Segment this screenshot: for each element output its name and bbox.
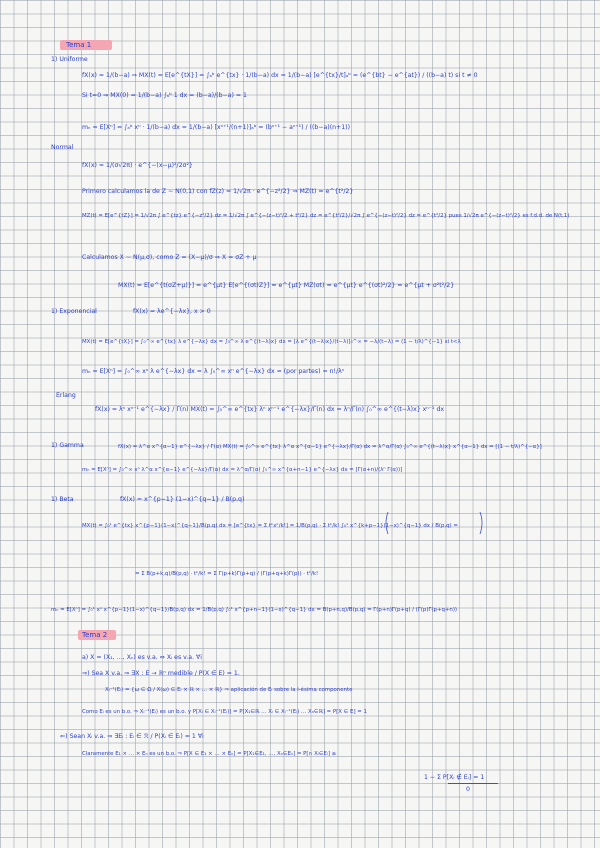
line-t2-conclusion: Como Eᵢ es un b.o. ⇒ Xᵢ⁻¹(Eᵢ) es un b.o. y P[Xᵢ ∈ Xᵢ⁻¹(Eᵢ)] = P[X₁∈ℝ … Xᵢ ∈ Xᵢ⁻¹(Eᵢ) … Xₙ∈ℝ] = P[X ∈ E] = 1 bbox=[82, 709, 367, 715]
heading-uniforme: 1) Uniforme bbox=[51, 56, 88, 63]
line-t2-tail: 0 bbox=[466, 786, 470, 793]
line-t2-preimage: Xᵢ⁻¹(Eᵢ) = {ω ∈ Ω / X(ω) ∈ Eᵢ × ℝ × … × ℝ} ⇒ aplicación de Eᵢ sobre la i-ésima componente bbox=[105, 687, 353, 693]
heading-exponencial: 1) Exponencial bbox=[51, 308, 97, 315]
line-t2-backward: ⇐) Sean Xᵢ v.a. ⇒ ∃Eᵢ : Eᵢ ∈ ℛ / P(Xᵢ ∈ Eᵢ) = 1 ∀i bbox=[60, 733, 204, 740]
line-normal-change: Calculamos X ∼ N(μ,σ), como Z = (X−μ)/σ ⇒ X = σZ + μ bbox=[82, 254, 257, 261]
line-normal-standard: Primero calculamos la de Z ∼ N(0,1) con fZ(z) = 1/√2π · e^{−z²/2} ⇒ MZ(t) = e^{t²/2} bbox=[82, 188, 354, 195]
line-normal-pdf: fX(x) = 1/(σ√2π) · e^{−(x−μ)²/2σ²} bbox=[82, 162, 193, 169]
line-normal-mx: MX(t) = E[e^{t(σZ+μ)}] = e^{μt} E[e^{(σt)Z}] = e^{μt} MZ(σt) = e^{μt} e^{(σt)²/2} = e^{μt + σ²t²/2} bbox=[118, 282, 455, 289]
line-t2-forward: ⇒) Sea X v.a. ⇒ ∃X : E → ℝⁿ medible / P(X ∈ E) = 1. bbox=[82, 670, 240, 677]
line-beta-moments: mₙ = E[Xⁿ] = ∫₀¹ xⁿ x^{p−1}(1−x)^{q−1}/B(p,q) dx = 1/B(p,q) ∫₀¹ x^{p+n−1}(1−x)^{q−1} dx = B(p+n,q)/B(p,q) = Γ(p+n)Γ(p+q) / (Γ(p)Γ(p+q+n)) bbox=[51, 607, 458, 613]
line-t2-statement: a) X = (X₁, …, Xₙ) es v.a. ⇔ Xᵢ es v.a. ∀i bbox=[82, 654, 202, 661]
line-erlang: fX(x) = λⁿ xⁿ⁻¹ e^{−λx} / Γ(n) MX(t) = ∫₀^∞ e^{tx} λⁿ xⁿ⁻¹ e^{−λx}/Γ(n) dx = λⁿ/Γ(n) ∫₀^∞ e^{(t−λ)x} xⁿ⁻¹ dx bbox=[95, 406, 445, 413]
line-beta-series: = Σ B(p+k,q)/B(p,q) · tᵏ/k! = Σ Γ(p+k)Γ(p+q) / (Γ(p+q+k)Γ(p)) · tᵏ/k! bbox=[135, 571, 319, 577]
tema1-title: Tema 1 bbox=[66, 41, 92, 49]
line-exp-moments: mₙ = E[Xⁿ] = ∫₀^∞ xⁿ λ e^{−λx} dx = λ ∫₀^∞ xⁿ e^{−λx} dx = (por partes) = n!/λⁿ bbox=[82, 368, 345, 375]
heading-beta: 1) Beta bbox=[51, 496, 74, 503]
line-beta-mgf: MX(t) = ∫₀¹ e^{tx} x^{p−1}(1−x)^{q−1}/B(p,q) dx = [e^{tx} = Σ tᵏxᵏ/k!] = 1/B(p,q) · Σ tᵏ/k! ∫₀¹ x^{k+p−1}(1−x)^{q−1} dx / B(p,q) = bbox=[82, 523, 458, 529]
bracket-mark bbox=[384, 508, 484, 538]
line-gamma-mgf: fX(x) = λ^α x^{α−1} e^{−λx} / Γ(α) MX(t) = ∫₀^∞ e^{tx} λ^α x^{α−1} e^{−λx}/Γ(α) dx = λ^α/Γ(α) ∫₀^∞ e^{(t−λ)x} x^{α−1} dx = [(1 − t/λ)^{−α}] bbox=[118, 444, 542, 450]
line-uniforme-moments: mₙ = E[Xⁿ] = ∫ₐᵇ xⁿ · 1/(b−a) dx = 1/(b−a) [xⁿ⁺¹/(n+1)]ₐᵇ = (bⁿ⁺¹ − aⁿ⁺¹) / ((b−a)(n+1)) bbox=[82, 124, 350, 131]
line-t2-product: Claramente E₁ × … × Eₙ es un b.o. ⇒ P[X ∈ E₁ × … × Eₙ] = P[X₁∈E₁, …, Xₙ∈Eₙ] = P[∩ Xᵢ∈Eᵢ] ≥ bbox=[82, 751, 337, 757]
fraction-bar bbox=[448, 783, 498, 784]
line-beta-pdf: fX(x) = x^{p−1} (1−x)^{q−1} / B(p,q) bbox=[120, 496, 245, 503]
line-uniforme-mgf: fX(x) = 1/(b−a) ⇒ MX(t) = E[e^{tX}] = ∫ₐᵇ e^{tx} · 1/(b−a) dx = 1/(b−a) [e^{tx}/t]ₐᵇ = (e^{bt} − e^{at}) / ((b−a) t) si t ≠ 0 bbox=[82, 72, 478, 79]
heading-normal: Normal bbox=[51, 144, 74, 151]
line-t2-result: 1 − Σ P[Xᵢ ∉ Eᵢ] = 1 bbox=[424, 774, 485, 781]
tema2-title: Tema 2 bbox=[82, 631, 108, 639]
line-uniforme-t0: Si t=0 ⇒ MX(0) = 1/(b−a) ∫ₐᵇ 1 dx = (b−a)/(b−a) = 1 bbox=[82, 92, 247, 99]
line-exp-pdf: fX(x) = λe^{−λx}, x > 0 bbox=[133, 308, 211, 315]
line-gamma-moments: mₙ = E[Xⁿ] = ∫₀^∞ xⁿ λ^α x^{α−1} e^{−λx}/Γ(α) dx = λ^α/Γ(α) ∫₀^∞ x^{α+n−1} e^{−λx} dx = [Γ(α+n)/(λⁿ Γ(α))] bbox=[82, 467, 403, 473]
line-normal-mz: MZ(t) = E[e^{tZ}] = 1/√2π ∫ e^{tz} e^{−z²/2} dz = 1/√2π ∫ e^{−(z−t)²/2 + t²/2} dz = e^{t²/2}/√2π ∫ e^{−(z−t)²/2} dz = e^{t²/2} pues 1/√2π e^{−(z−t)²/2} es f.d.d. de N(t,1) bbox=[82, 213, 570, 219]
heading-gamma: 1) Gamma bbox=[51, 442, 84, 449]
line-exp-mgf: MX(t) = E[e^{tX}] = ∫₀^∞ e^{tx} λ e^{−λx} dx = ∫₀^∞ λ e^{(t−λ)x} dx = [λ e^{(t−λ)x}/(t−λ)]₀^∞ = −λ/(t−λ) = (1 − t/λ)^{−1} si t<λ bbox=[82, 339, 461, 345]
heading-erlang: Erlang bbox=[56, 392, 76, 399]
